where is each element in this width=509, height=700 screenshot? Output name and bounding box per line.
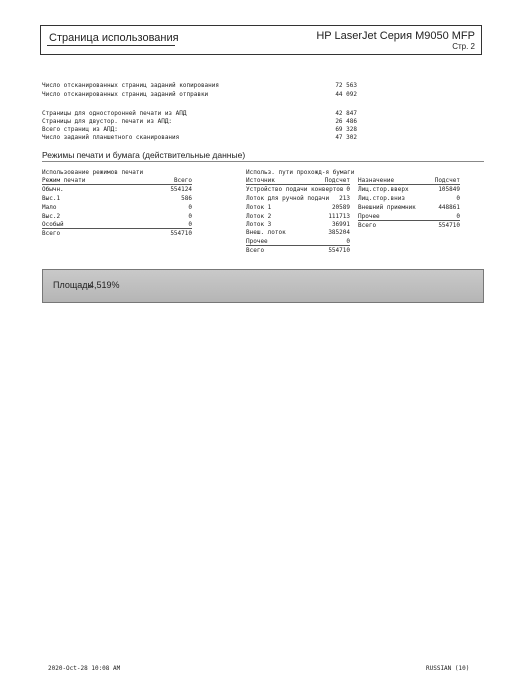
sources-col-source: Источник <box>246 177 275 184</box>
print-modes-total-line <box>42 228 192 229</box>
sources-caption: Использ. пути прохожд-я бумаги <box>246 169 355 176</box>
table-row-label: Лоток для ручной подачи <box>246 195 330 202</box>
table-row-value: 554124 <box>170 186 192 193</box>
sources-total-line <box>246 245 350 246</box>
stat-value-adf-total: 69 328 <box>335 126 357 133</box>
section-title: Режимы печати и бумага (действительные данные) <box>42 150 246 160</box>
sources-header-line <box>246 184 350 185</box>
stat-value-adf-simplex: 42 847 <box>335 110 357 117</box>
stat-value-send-scans: 44 092 <box>335 91 357 98</box>
table-row-label: Выс.1 <box>42 195 61 202</box>
table-row-value: 20589 <box>331 204 350 211</box>
stat-label-copy-scans: Число отсканированных страниц заданий копирования <box>42 82 220 89</box>
page-number: Стр. 2 <box>452 42 475 51</box>
footer-timestamp: 2020-Oct-28 10:08 AM <box>48 665 121 672</box>
table-row-label: Прочее <box>246 238 268 245</box>
page-title: Страница использования <box>49 32 179 44</box>
stat-label-send-scans: Число отсканированных страниц заданий отправки <box>42 91 209 98</box>
table-row-label: Внеш. лоток <box>246 229 286 236</box>
print-modes-total-value: 554710 <box>170 230 192 237</box>
table-row-value: 0 <box>188 213 192 220</box>
stat-label-flatbed-jobs: Число заданий планшетного сканирования <box>42 134 180 141</box>
table-row-value: 213 <box>339 195 350 202</box>
table-row-value: 0 <box>188 221 192 228</box>
destinations-col-destination: Назначение <box>358 177 395 184</box>
section-divider <box>42 161 484 162</box>
destinations-total-line <box>358 220 460 221</box>
destinations-col-count: Подсчет <box>434 177 460 184</box>
sources-total-value: 554710 <box>328 247 350 254</box>
area-label: Площадь <box>53 280 93 290</box>
table-row-label: Лоток 1 <box>246 204 272 211</box>
destinations-total-label: Всего <box>358 222 377 229</box>
sources-total-label: Всего <box>246 247 265 254</box>
table-row-value: 111713 <box>328 213 350 220</box>
table-row-label: Мало <box>42 204 57 211</box>
table-row-label: Прочее <box>358 213 380 220</box>
footer-language: RUSSIAN (10) <box>426 665 470 672</box>
sources-col-count: Подсчет <box>324 177 350 184</box>
report-header <box>40 25 482 55</box>
table-row-label: Внешний приемник <box>358 204 416 211</box>
printer-name: HP LaserJet Серия M9050 MFP <box>316 30 475 42</box>
print-modes-header-line <box>42 184 192 185</box>
table-row-value: 586 <box>181 195 192 202</box>
table-row-label: Лиц.стор.вверх <box>358 186 409 193</box>
table-row-label: Устройство подачи конвертов <box>246 186 344 193</box>
stat-label-adf-simplex: Страницы для односторонней печати из АПД <box>42 110 187 117</box>
print-modes-caption: Использование режимов печати <box>42 169 144 176</box>
area-value: 4,519% <box>89 280 120 290</box>
table-row-value: 385204 <box>328 229 350 236</box>
table-row-value: 0 <box>456 213 460 220</box>
stat-value-copy-scans: 72 563 <box>335 82 357 89</box>
print-modes-col-total: Всего <box>173 177 192 184</box>
area-coverage-box <box>42 269 484 303</box>
table-row-value: 105849 <box>438 186 460 193</box>
stat-value-adf-duplex: 26 486 <box>335 118 357 125</box>
table-row-value: 0 <box>188 204 192 211</box>
table-row-label: Обычн. <box>42 186 64 193</box>
table-row-value: 448861 <box>438 204 460 211</box>
table-row-value: 36991 <box>331 221 350 228</box>
table-row-value: 0 <box>346 238 350 245</box>
print-modes-col-mode: Режим печати <box>42 177 86 184</box>
table-row-value: 0 <box>456 195 460 202</box>
destinations-header-line <box>358 184 460 185</box>
stat-label-adf-total: Всего страниц из АПД: <box>42 126 118 133</box>
table-row-label: Лоток 3 <box>246 221 272 228</box>
table-row-value: 0 <box>346 186 350 193</box>
table-row-label: Особый <box>42 221 64 228</box>
table-row-label: Лиц.стор.вниз <box>358 195 405 202</box>
stat-label-adf-duplex: Страницы для двустор. печати из АПД: <box>42 118 173 125</box>
stat-value-flatbed-jobs: 47 302 <box>335 134 357 141</box>
table-row-label: Выс.2 <box>42 213 61 220</box>
destinations-total-value: 554710 <box>438 222 460 229</box>
print-modes-total-label: Всего <box>42 230 61 237</box>
table-row-label: Лоток 2 <box>246 213 272 220</box>
title-underline <box>47 45 175 46</box>
